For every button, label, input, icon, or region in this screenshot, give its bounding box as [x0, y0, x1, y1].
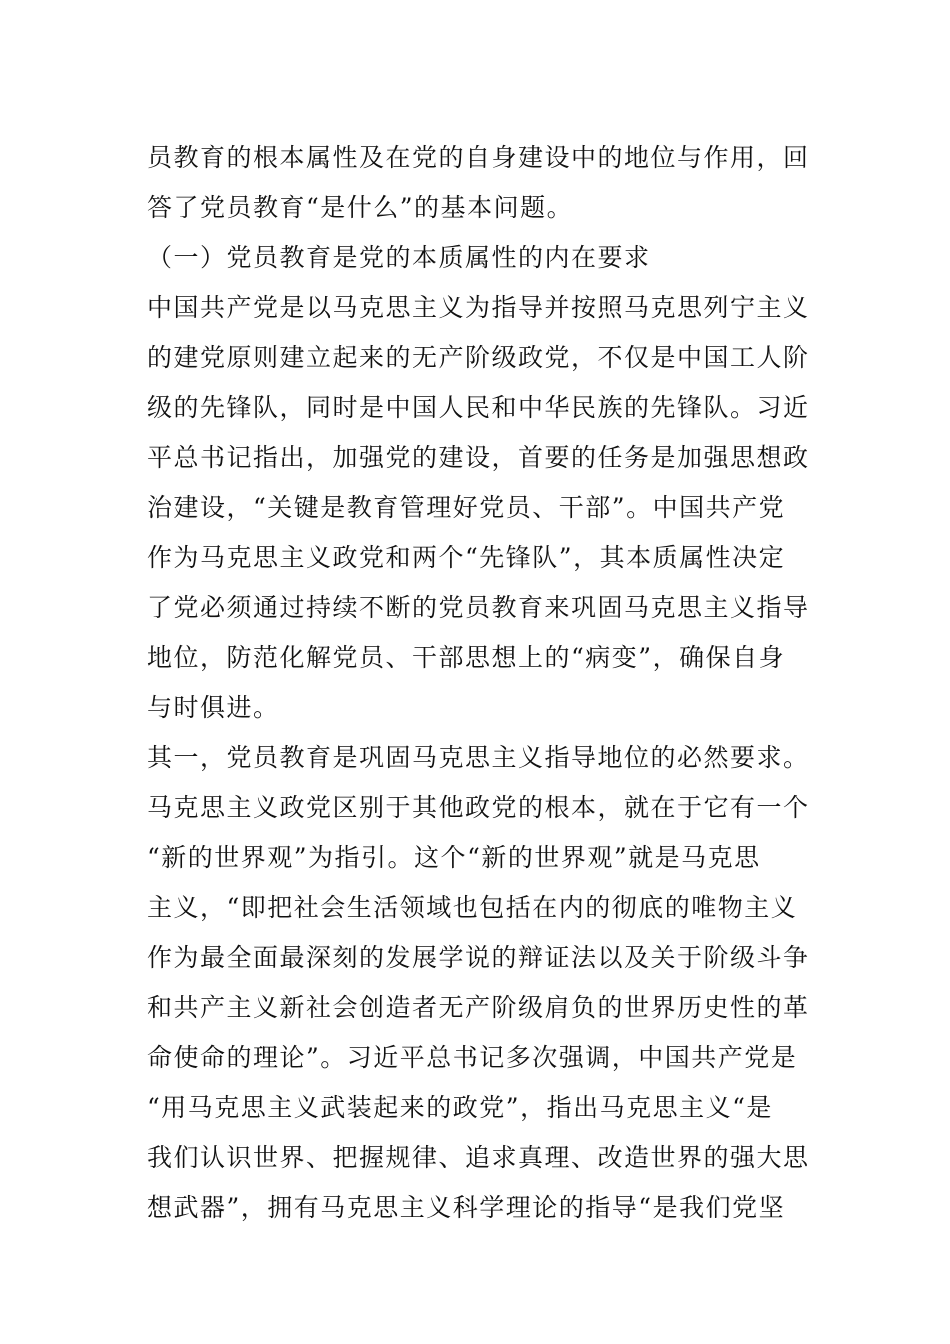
text-line: 主义，“即把社会生活领域也包括在内的彻底的唯物主义: [147, 893, 798, 922]
text-line: 马克思主义政党区别于其他政党的根本，就在于它有一个: [147, 793, 810, 822]
text-line: 作为马克思主义政党和两个“先锋队”，其本质属性决定: [147, 543, 786, 572]
text-line: 平总书记指出，加强党的建设，首要的任务是加强思想政: [147, 443, 810, 472]
text-line: 员教育的根本属性及在党的自身建设中的地位与作用，回: [147, 143, 810, 172]
text-line: 其一，党员教育是巩固马克思主义指导地位的必然要求。: [147, 743, 810, 772]
text-line: 级的先锋队，同时是中国人民和中华民族的先锋队。习近: [147, 393, 810, 422]
text-line: 的建党原则建立起来的无产阶级政党，不仅是中国工人阶: [147, 343, 810, 372]
text-line: 地位，防范化解党员、干部思想上的“病变”，确保自身: [147, 643, 786, 672]
text-line: 想武器”，拥有马克思主义科学理论的指导“是我们党坚: [147, 1193, 786, 1222]
text-line: 我们认识世界、把握规律、追求真理、改造世界的强大思: [147, 1143, 810, 1172]
text-line: 作为最全面最深刻的发展学说的辩证法以及关于阶级斗争: [147, 943, 810, 972]
body-text: [147, 133, 812, 1233]
text-line: “新的世界观”为指引。这个“新的世界观”就是马克思: [147, 843, 761, 872]
text-line: 治建设，“关键是教育管理好党员、干部”。中国共产党: [147, 493, 786, 522]
text-line: “用马克思主义武装起来的政党”，指出马克思主义“是: [147, 1093, 773, 1122]
text-line: 了党必须通过持续不断的党员教育来巩固马克思主义指导: [147, 593, 810, 622]
section-heading: （一）党员教育是党的本质属性的内在要求: [147, 243, 651, 272]
text-line: 命使命的理论”。习近平总书记多次强调，中国共产党是: [147, 1043, 798, 1072]
text-line: 和共产主义新社会创造者无产阶级肩负的世界历史性的革: [147, 993, 810, 1022]
text-line: 与时俱进。: [147, 693, 280, 722]
text-line: 答了党员教育“是什么”的基本问题。: [147, 193, 574, 222]
text-line: 中国共产党是以马克思主义为指导并按照马克思列宁主义: [147, 293, 810, 322]
